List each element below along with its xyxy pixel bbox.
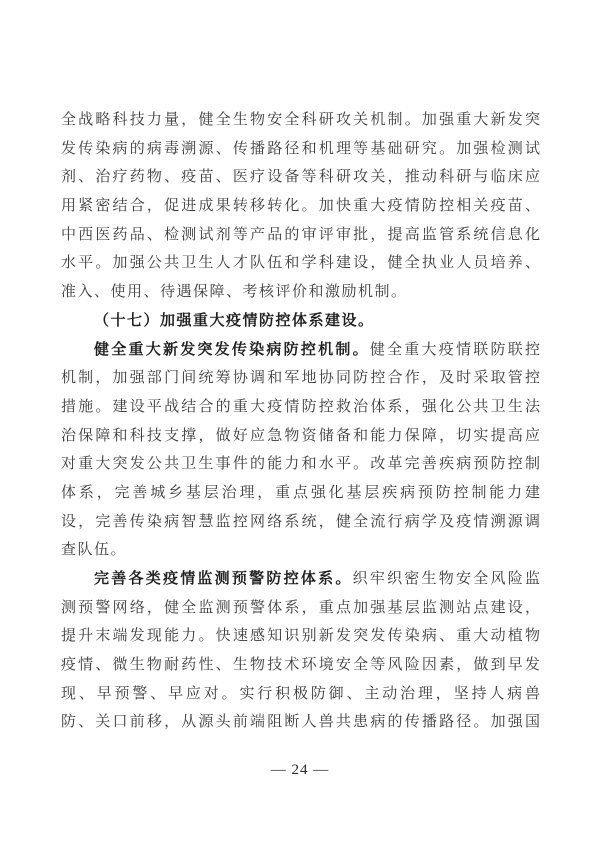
text-segment: 现、早预警、早应对。实行积极防御、主动治理，坚持人病兽 <box>61 685 540 702</box>
text-line <box>61 622 540 651</box>
text-segment: 对重大突发公共卫生事件的能力和水平。改革完善疾病预防控制 <box>61 456 540 473</box>
page-number: — 24 — <box>270 762 330 778</box>
bold-text-segment: 完善各类疫情监测预警防控体系。 <box>94 570 353 587</box>
bold-text-segment: 健全重大新发突发传染病防控机制。 <box>94 340 370 358</box>
text-segment: 准入、使用、待遇保障、考核评价和激励机制。 <box>61 284 408 301</box>
text-line <box>61 221 540 250</box>
text-line <box>61 651 540 680</box>
bold-text-segment: （十七）加强重大疫情防控体系建设。 <box>94 311 375 329</box>
text-line <box>61 192 540 221</box>
text-segment: 发传染病的病毒溯源、传播路径和机理等基础研究。加强检测试 <box>61 140 540 157</box>
text-segment: 治保障和科技支撑，做好应急物资储备和能力保障，切实提高应 <box>61 427 540 444</box>
text-segment: 机制，加强部门间统筹协调和军地协同防控合作，及时采取管控 <box>61 370 540 387</box>
text-segment: 水平。加强公共卫生人才队伍和学科建设，健全执业人员培养、 <box>61 255 540 272</box>
text-segment: 用紧密结合，促进成果转移转化。加快重大疫情防控相关疫苗、 <box>61 198 540 215</box>
text-line <box>61 680 540 709</box>
text-segment: 中西医药品、检测试剂等产品的审评审批，提高监管系统信息化 <box>61 226 540 243</box>
text-segment: 疫情、微生物耐药性、生物技术环境安全等风险因素，做到早发 <box>61 657 540 674</box>
text-line <box>61 508 540 537</box>
text-segment: 织牢织密生物安全风险监 <box>352 571 540 587</box>
text-segment: 防、关口前移，从源头前端阻断人兽共患病的传播路径。加强国 <box>61 714 540 731</box>
text-line <box>61 249 540 278</box>
text-segment: 设，完善传染病智慧监控网络系统，健全流行病学及疫情溯源调 <box>61 513 540 530</box>
text-segment: 提升末端发现能力。快速感知识别新发突发传染病、重大动植物 <box>61 628 540 645</box>
text-line <box>61 278 540 307</box>
text-line <box>61 307 540 336</box>
text-segment: 查队伍。 <box>61 542 128 559</box>
text-line <box>61 594 540 623</box>
text-line <box>61 393 540 422</box>
text-segment: 体系，完善城乡基层治理，重点强化基层疾病预防控制能力建 <box>61 484 540 501</box>
text-segment: 测预警网络，健全监测预警体系，重点加强基层监测站点建设， <box>61 599 540 616</box>
text-line <box>61 163 540 192</box>
text-segment: 健全重大疫情联防联控 <box>369 341 540 358</box>
text-line <box>61 565 540 594</box>
text-segment: 剂、治疗药物、疫苗、医疗设备等科研攻关，推动科研与临床应 <box>61 169 540 186</box>
text-segment: 全战略科技力量，健全生物安全科研攻关机制。加强重大新发突 <box>61 112 540 128</box>
text-line <box>61 106 540 135</box>
text-line <box>61 364 540 393</box>
text-segment: 措施。建设平战结合的重大疫情防控救治体系，强化公共卫生法 <box>61 398 540 415</box>
text-line <box>61 536 540 565</box>
text-line <box>61 708 540 737</box>
body-text <box>61 106 540 737</box>
text-line <box>61 450 540 479</box>
text-line <box>61 135 540 164</box>
text-line <box>61 479 540 508</box>
text-line <box>61 336 540 365</box>
text-line <box>61 422 540 451</box>
